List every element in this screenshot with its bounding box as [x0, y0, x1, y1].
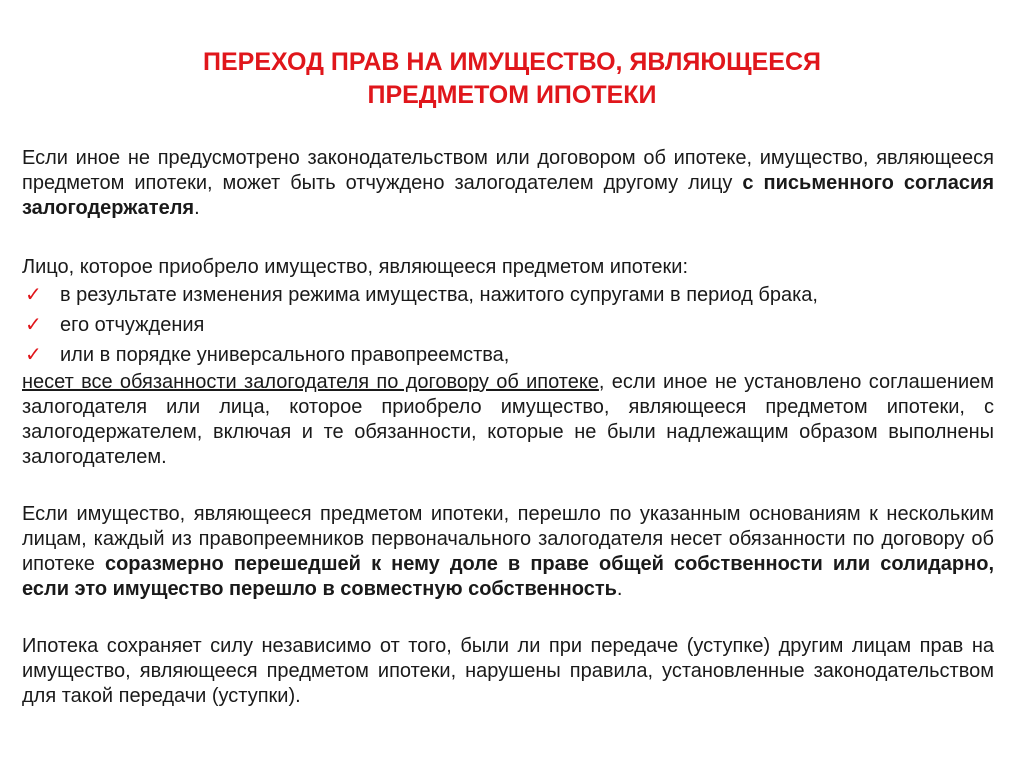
paragraph-consent-end: . — [194, 197, 200, 219]
paragraph-multiple-successors — [22, 502, 994, 602]
slide-title-line-2: ПРЕДМЕТОМ ИПОТЕКИ — [367, 81, 657, 109]
paragraph-multiple-successors-end: . — [616, 578, 623, 600]
checkmark-icon: ✓ — [25, 344, 42, 366]
slide-content — [22, 146, 994, 709]
paragraph-mortgage-retains-force: Ипотека сохраняет силу независимо от того, были ли при передаче (уступке) другим лицам прав на имущество, являющееся предметом ипотеки, нарушены правила, установленные законодательством для такой передачи (уступки). — [22, 635, 994, 707]
paragraph-consent-bold: с письменного согласия залогодержателя — [22, 172, 994, 219]
paragraph-obligations-rest: , если иное не установлено соглашением залогодателя или лица, которое приобрело имущество, являющееся предметом ипотеки, с залогодержателем, включая и те обязанности, которые не были надлежащим образом выполнены залогодателем. — [22, 371, 994, 468]
checklist-item — [22, 280, 994, 310]
checkmark-icon: ✓ — [25, 284, 42, 306]
slide-title-line-1: ПЕРЕХОД ПРАВ НА ИМУЩЕСТВО, ЯВЛЯЮЩЕЕСЯ — [203, 48, 821, 76]
paragraph-acquirer-intro: Лицо, которое приобрело имущество, являющееся предметом ипотеки: — [22, 256, 689, 278]
checklist-item-text: в результате изменения режима имущества, нажитого супругами в период брака, — [60, 284, 818, 306]
paragraph-obligations-underlined: несет все обязанности залогодателя по договору об ипотеке — [22, 371, 599, 393]
paragraph-multiple-successors-bold: соразмерно перешедшей к нему доле в праве общей собственности или солидарно, если это имущество перешло в совместную собственность — [22, 553, 995, 600]
checklist-item — [22, 340, 994, 370]
checklist — [22, 280, 994, 370]
slide-title — [60, 46, 964, 112]
checklist-item — [22, 310, 994, 340]
checklist-item-text: или в порядке универсального правопреемства, — [60, 344, 510, 366]
checkmark-icon: ✓ — [25, 314, 42, 336]
paragraph-obligations — [22, 370, 994, 470]
checklist-item-text: его отчуждения — [60, 314, 205, 336]
paragraph-consent-text: Если иное не предусмотрено законодательством или договором об ипотеке, имущество, являющееся предметом ипотеки, может быть отчуждено залогодателем другому лицу — [22, 147, 994, 194]
paragraph-consent — [22, 146, 994, 221]
paragraph-multiple-successors-text: Если имущество, являющееся предметом ипотеки, перешло по указанным основаниям к нескольким лицам, каждый из правопреемников первоначального залогодателя несет обязанности по договору об ипотеке — [22, 503, 994, 575]
